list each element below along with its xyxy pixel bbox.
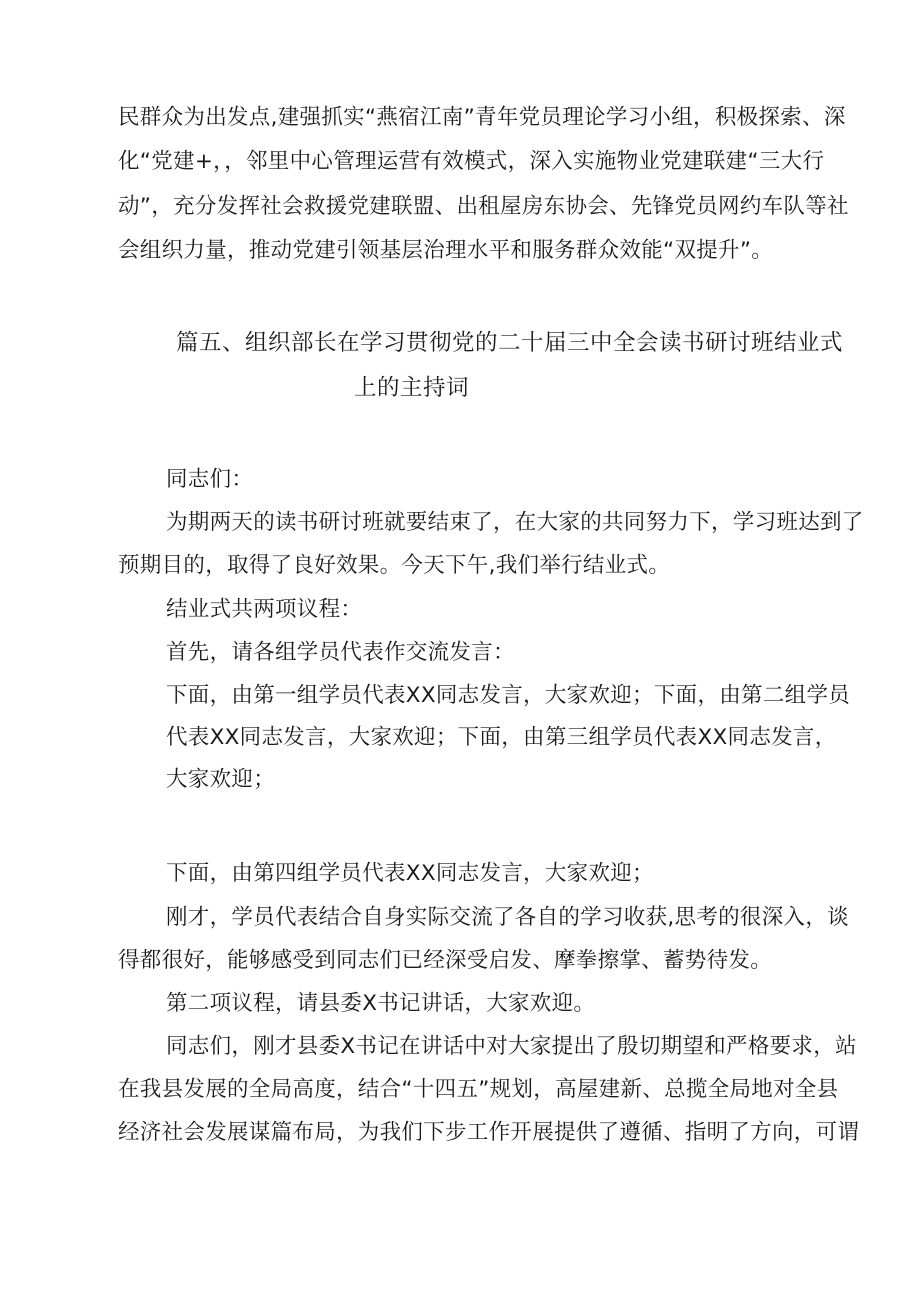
paragraph-line: 大家欢迎；	[166, 767, 276, 792]
paragraph-line: 第二项议程，请县委X书记讲话，大家欢迎。	[166, 991, 596, 1016]
paragraph-line: 预期目的，取得了良好效果。今天下午,我们举行结业式。	[118, 553, 671, 578]
paragraph-line: 得都很好，能够感受到同志们已经深受启发、摩拳擦掌、蓄势待发。	[118, 948, 773, 973]
paragraph-line: 为期两天的读书研讨班就要结束了，在大家的共同努力下，学习班达到了	[166, 510, 864, 535]
paragraph-line: 会组织力量，推动党建引领基层治理水平和服务群众效能“双提升”。	[118, 238, 774, 263]
paragraph-line: 同志们，刚才县委X书记在讲话中对大家提出了殷切期望和严格要求，站	[166, 1034, 857, 1059]
greeting: 同志们：	[166, 467, 254, 492]
paragraph-line: 在我县发展的全局高度，结合“十四五”规划，高屋建新、总揽全局地对全县	[118, 1077, 839, 1102]
paragraph-line: 民群众为出发点,建强抓实“燕宿江南”青年党员理论学习小组，积极探索、深	[118, 105, 846, 130]
paragraph-line: 代表XX同志发言，大家欢迎；下面，由第三组学员代表XX同志发言，	[166, 725, 837, 750]
paragraph-line: 动”，充分发挥社会救援党建联盟、出租屋房东协会、先锋党员网约车队等社	[118, 194, 849, 219]
paragraph-line: 下面，由第一组学员代表XX同志发言，大家欢迎；下面，由第二组学员	[166, 683, 851, 708]
paragraph-line: 经济社会发展谋篇布局，为我们下步工作开展提供了遵循、指明了方向，可谓	[118, 1120, 860, 1145]
paragraph-line: 化“党建+，，邻里中心管理运营有效模式，深入实施物业党建联建“三大行	[118, 149, 825, 174]
paragraph-line: 下面，由第四组学员代表XX同志发言，大家欢迎；	[166, 861, 654, 886]
section-heading-line-1: 篇五、组织部长在学习贯彻党的二十届三中全会读书研讨班结业式	[176, 330, 844, 356]
paragraph-line: 结业式共两项议程：	[166, 597, 363, 622]
paragraph-line: 首先，请各组学员代表作交流发言：	[166, 640, 515, 665]
section-heading-line-2: 上的主持词	[354, 375, 470, 401]
paragraph-line: 刚才，学员代表结合自身实际交流了各自的学习收获,思考的很深入，谈	[166, 905, 849, 930]
